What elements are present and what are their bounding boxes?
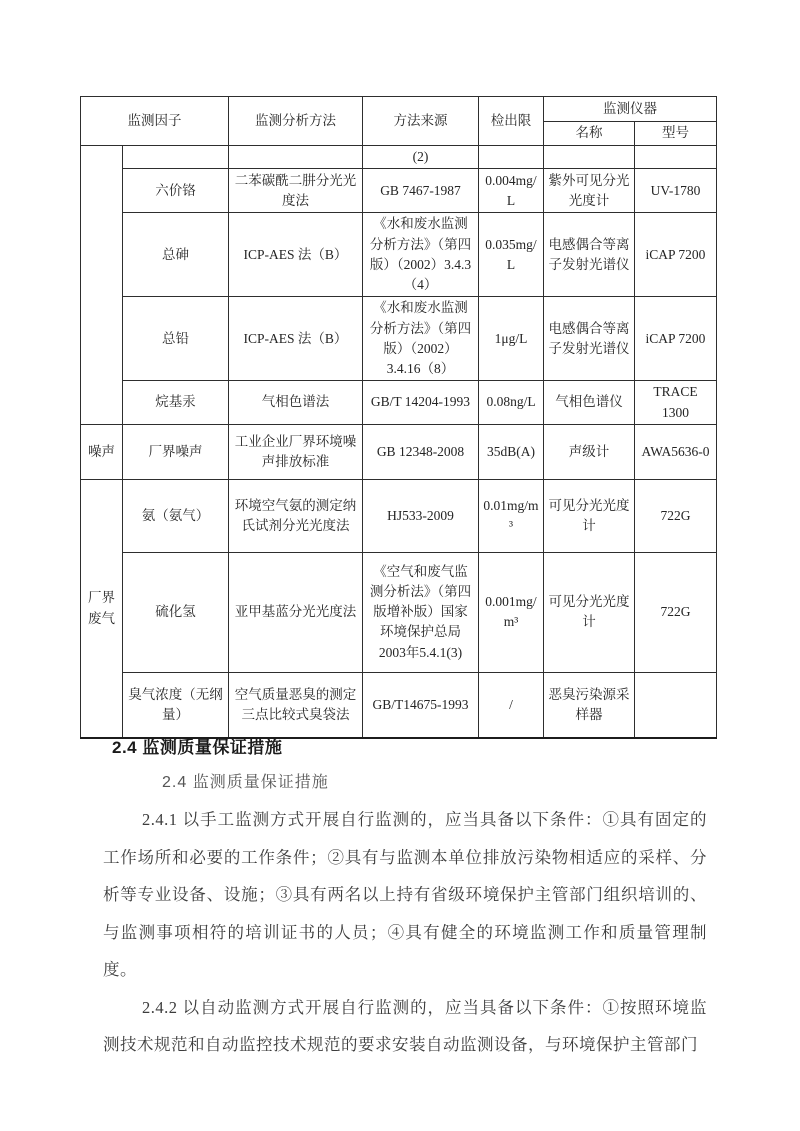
section-2-4 xyxy=(103,733,707,1064)
cell-limit: 1μg/L xyxy=(479,297,544,381)
cell-method: 气相色谱法 xyxy=(229,381,363,425)
table-row xyxy=(81,169,717,213)
header-instrument-name: 名称 xyxy=(544,122,635,146)
cell-instrument-model: iCAP 7200 xyxy=(635,213,717,297)
group-label-cell xyxy=(81,146,123,425)
cell-factor: 硫化氢 xyxy=(123,552,229,672)
cell-source: GB/T 14204-1993 xyxy=(363,381,479,425)
cell-limit xyxy=(479,146,544,169)
cell-instrument-name: 气相色谱仪 xyxy=(544,381,635,425)
cell-method: 亚甲基蓝分光光度法 xyxy=(229,552,363,672)
table-row xyxy=(81,424,717,479)
cell-factor: 厂界噪声 xyxy=(123,424,229,479)
cell-factor: 臭气浓度（无纲量） xyxy=(123,672,229,738)
cell-source: GB/T14675-1993 xyxy=(363,672,479,738)
cell-source: 《水和废水监测分析方法》（第四版）（2002）3.4.3（4） xyxy=(363,213,479,297)
header-instrument-model: 型号 xyxy=(635,122,717,146)
table-row xyxy=(81,552,717,672)
header-instrument: 监测仪器 xyxy=(544,97,717,122)
cell-limit: 0.004mg/L xyxy=(479,169,544,213)
cell-source: HJ533-2009 xyxy=(363,479,479,552)
cell-limit: 0.035mg/L xyxy=(479,213,544,297)
cell-instrument-model: 722G xyxy=(635,552,717,672)
cell-factor: 总铅 xyxy=(123,297,229,381)
cell-method: 二苯碳酰二肼分光光度法 xyxy=(229,169,363,213)
group-label-cell: 厂界废气 xyxy=(81,479,123,738)
cell-limit: 0.001mg/m³ xyxy=(479,552,544,672)
cell-factor xyxy=(123,146,229,169)
cell-instrument-name: 恶臭污染源采样器 xyxy=(544,672,635,738)
cell-instrument-model: UV-1780 xyxy=(635,169,717,213)
table-row xyxy=(81,213,717,297)
cell-instrument-model: AWA5636-0 xyxy=(635,424,717,479)
cell-method: 工业企业厂界环境噪声排放标准 xyxy=(229,424,363,479)
cell-instrument-model: 722G xyxy=(635,479,717,552)
table-row xyxy=(81,479,717,552)
cell-source: GB 12348-2008 xyxy=(363,424,479,479)
table-row xyxy=(81,672,717,738)
paragraph-2-4-2: 2.4.2 以自动监测方式开展自行监测的，应当具备以下条件：①按照环境监测技术规范和自动监控技术规范的要求安装自动监测设备，与环境保护主管部门 xyxy=(103,997,707,1054)
table-row xyxy=(81,381,717,425)
cell-limit: / xyxy=(479,672,544,738)
cell-source: 《空气和废气监测分析法》（第四版增补版）国家环境保护总局 2003年5.4.1(3) xyxy=(363,552,479,672)
cell-instrument-name: 声级计 xyxy=(544,424,635,479)
cell-instrument-name: 电感偶合等离子发射光谱仪 xyxy=(544,213,635,297)
cell-source: (2) xyxy=(363,146,479,169)
cell-limit: 0.08ng/L xyxy=(479,381,544,425)
group-label-cell: 噪声 xyxy=(81,424,123,479)
header-method: 监测分析方法 xyxy=(229,97,363,146)
cell-instrument-name xyxy=(544,146,635,169)
cell-method xyxy=(229,146,363,169)
cell-instrument-name: 电感偶合等离子发射光谱仪 xyxy=(544,297,635,381)
cell-method: 环境空气氨的测定纳氏试剂分光光度法 xyxy=(229,479,363,552)
cell-method: 空气质量恶臭的测定三点比较式臭袋法 xyxy=(229,672,363,738)
cell-limit: 0.01mg/m³ xyxy=(479,479,544,552)
cell-instrument-model xyxy=(635,672,717,738)
cell-factor: 总砷 xyxy=(123,213,229,297)
header-limit: 检出限 xyxy=(479,97,544,146)
monitoring-table xyxy=(80,96,717,739)
header-factor: 监测因子 xyxy=(81,97,229,146)
header-source: 方法来源 xyxy=(363,97,479,146)
cell-instrument-model: TRACE 1300 xyxy=(635,381,717,425)
cell-instrument-name: 可见分光光度计 xyxy=(544,479,635,552)
cell-source: 《水和废水监测分析方法》（第四版）（2002） 3.4.16（8） xyxy=(363,297,479,381)
cell-instrument-model: iCAP 7200 xyxy=(635,297,717,381)
table-row xyxy=(81,297,717,381)
cell-instrument-model xyxy=(635,146,717,169)
cell-method: ICP-AES 法（B） xyxy=(229,213,363,297)
cell-instrument-name: 可见分光光度计 xyxy=(544,552,635,672)
cell-method: ICP-AES 法（B） xyxy=(229,297,363,381)
cell-limit: 35dB(A) xyxy=(479,424,544,479)
cell-instrument-name: 紫外可见分光光度计 xyxy=(544,169,635,213)
cell-factor: 烷基汞 xyxy=(123,381,229,425)
paragraph-2-4-1: 2.4.1 以手工监测方式开展自行监测的，应当具备以下条件：①具有固定的工作场所和必要的工作条件；②具有与监测本单位排放污染物相适应的采样、分析等专业设备、设施；③具有两名以上持有省级环境保护主管部门组织培训的、与监测事项相符的培训证书的人员；④具有健全的环境监测工作和质量管理制度。 xyxy=(103,810,707,979)
cell-source: GB 7467-1987 xyxy=(363,169,479,213)
cell-factor: 六价铬 xyxy=(123,169,229,213)
table-row xyxy=(81,146,717,169)
section-subtitle: 2.4 监测质量保证措施 xyxy=(162,774,329,791)
cell-factor: 氨（氨气） xyxy=(123,479,229,552)
section-heading: 2.4 监测质量保证措施 xyxy=(112,738,283,757)
